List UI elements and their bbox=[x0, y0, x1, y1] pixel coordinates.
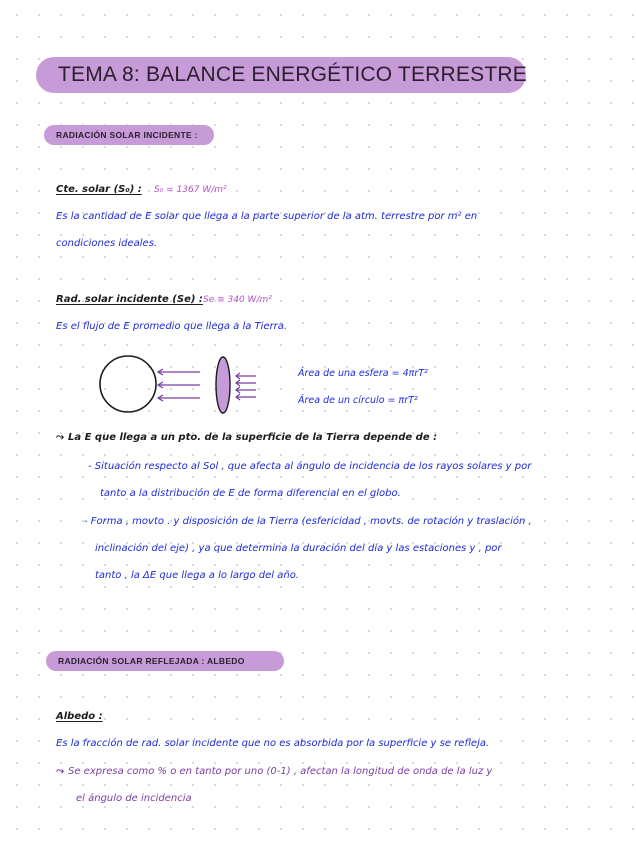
bullet-forma-line3: tanto , la ΔE que llega a lo largo del año. bbox=[95, 570, 300, 581]
depende-intro bbox=[56, 432, 437, 443]
radiacion-label: Rad. solar incidente (Se) : bbox=[56, 294, 203, 305]
albedo-def-line3: el ángulo de incidencia bbox=[76, 793, 192, 804]
bullet-forma-line2: inclinación del eje) , ya que determina la duración del día y las estaciones y , por bbox=[95, 543, 502, 554]
area-esfera: Área de una esfera = 4πrT² bbox=[298, 368, 428, 379]
bullet-situacion-line1: - Situación respecto al Sol , que afecta al ángulo de incidencia de los rayos solares y por bbox=[88, 461, 532, 472]
constante-label: Cte. solar (S₀) : bbox=[56, 184, 142, 195]
section-header-label: RADIACIÓN SOLAR REFLEJADA : ALBEDO bbox=[58, 656, 245, 666]
section-header-label: RADIACIÓN SOLAR INCIDENTE : bbox=[56, 130, 198, 140]
section-header-reflejada bbox=[46, 651, 284, 671]
albedo-def-line2 bbox=[56, 766, 492, 777]
albedo-def-line2-text: Se expresa como % o en tanto por uno (0-1) , afectan la longitud de onda de la luz y bbox=[68, 766, 493, 777]
constante-def-line1: Es la cantidad de E solar que llega a la parte superior de la atm. terrestre por m² en bbox=[56, 211, 478, 222]
bullet-forma-line1: - Forma , movto . y disposición de la Tierra (esfericidad , movts. de rotación y traslación , bbox=[84, 516, 532, 527]
constante-def-line2: condiciones ideales. bbox=[56, 238, 158, 249]
title-banner bbox=[36, 57, 526, 93]
radiacion-def-line1: Es el flujo de E promedio que llega a la Tierra. bbox=[56, 321, 288, 332]
incoming-rays-left bbox=[158, 369, 200, 401]
projected-disc-icon bbox=[216, 357, 230, 413]
earth-disc-diagram bbox=[90, 352, 270, 422]
earth-sphere-icon bbox=[100, 356, 156, 412]
page-title: TEMA 8: BALANCE ENERGÉTICO TERRESTRE bbox=[58, 63, 527, 86]
area-circulo: Área de un círculo = πrT² bbox=[298, 395, 418, 406]
incoming-rays-right bbox=[236, 373, 256, 400]
bullet-situacion-line2: tanto a la distribución de E de forma diferencial en el globo. bbox=[100, 488, 401, 499]
albedo-label: Albedo : bbox=[56, 711, 103, 722]
depende-intro-text: La E que llega a un pto. de la superficie de la Tierra depende de : bbox=[68, 432, 438, 443]
arrow-icon: ⤳ bbox=[56, 766, 64, 777]
radiacion-value: Se ≅ 340 W/m² bbox=[203, 295, 272, 305]
constante-value: S₀ = 1367 W/m² bbox=[154, 185, 227, 195]
section-header-incidente bbox=[44, 125, 214, 145]
albedo-def-line1: Es la fracción de rad. solar incidente que no es absorbida por la superficie y se refleja. bbox=[56, 738, 490, 749]
arrow-icon: ⤳ bbox=[56, 432, 64, 443]
